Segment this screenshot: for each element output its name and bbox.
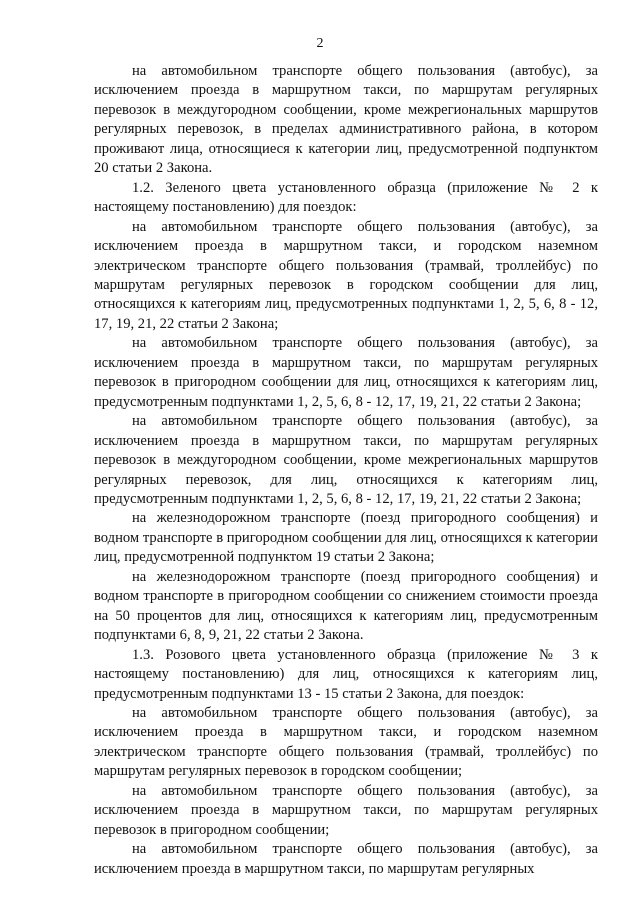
paragraph-green-rail-water: на железнодорожном транспорте (поезд пригородного сообщения) и водном транспорте в пригородном сообщении для лиц, относящихся к категории лиц, предусмотренной подпунктом 19 статьи 2 Закона;	[94, 510, 598, 566]
paragraph-green-city: на автомобильном транспорте общего пользования (автобус), за исключением проезда в маршрутном такси, и городском наземном электрическом транспорте общего пользования (трамвай, троллейбус) по маршрутам регулярных перевозок в городском сообщении для лиц, относящихся к категориям лиц, предусмотренных подпунктами 1, 2, 5, 6, 8 - 12, 17, 19, 21, 22 статьи 2 Закона;	[94, 218, 598, 332]
paragraph-green-suburban: на автомобильном транспорте общего пользования (автобус), за исключением проезда в маршрутном такси, по маршрутам регулярных перевозок в пригородном сообщении для лиц, относящихся к категориям лиц, предусмотренным подпунктами 1, 2, 5, 6, 8 - 12, 17, 19, 21, 22 статьи 2 Закона;	[94, 335, 598, 410]
paragraph-green-intercity: на автомобильном транспорте общего пользования (автобус), за исключением проезда в маршрутном такси, по маршрутам регулярных перевозок в междугородном сообщении, кроме межрегиональных маршрутов регулярных перевозок, для лиц, относящихся к категориям лиц, предусмотренным подпунктами 1, 2, 5, 6, 8 - 12, 17, 19, 21, 22 статьи 2 Закона;	[94, 413, 598, 507]
paragraph-pink-city: на автомобильном транспорте общего пользования (автобус), за исключением проезда в маршрутном такси, и городском наземном электрическом транспорте общего пользования (трамвай, троллейбус) по маршрутам регулярных перевозок в городском сообщении;	[94, 704, 598, 780]
paragraph-bus-intercity-district: на автомобильном транспорте общего пользования (автобус), за исключением проезда в маршрутном такси, по маршрутам регулярных перевозок в междугородном сообщении, кроме межрегиональных маршрутов регулярных перевозок, в пределах административного района, в котором проживают лица, относящиеся к категории лиц, предусмотренной подпунктом 20 статьи 2 Закона.	[94, 63, 598, 177]
paragraph-section-1-2: 1.2. Зеленого цвета установленного образца (приложение № 2 к настоящему постановлению) для поездок:	[94, 179, 598, 216]
paragraph-green-rail-water-discount: на железнодорожном транспорте (поезд пригородного сообщения) и водном транспорте в пригородном сообщении со снижением стоимости проезда на 50 процентов для лиц, относящихся к категориям лиц, предусмотренным подпунктами 6, 8, 9, 21, 22 статьи 2 Закона.	[94, 568, 598, 644]
paragraph-pink-intercity-partial: на автомобильном транспорте общего пользования (автобус), за исключением проезда в маршрутном такси, по маршрутам регулярных	[94, 841, 598, 877]
paragraph-section-1-3: 1.3. Розового цвета установленного образца (приложение № 3 к настоящему постановлению) для лиц, относящихся к категориям лиц, предусмотренным подпунктами 13 - 15 статьи 2 Закона, для поездок:	[94, 646, 598, 702]
page-number: 2	[316, 36, 324, 51]
paragraph-pink-suburban: на автомобильном транспорте общего пользования (автобус), за исключением проезда в маршрутном такси, по маршрутам регулярных перевозок в пригородном сообщении;	[94, 782, 598, 838]
document-body	[94, 62, 598, 879]
